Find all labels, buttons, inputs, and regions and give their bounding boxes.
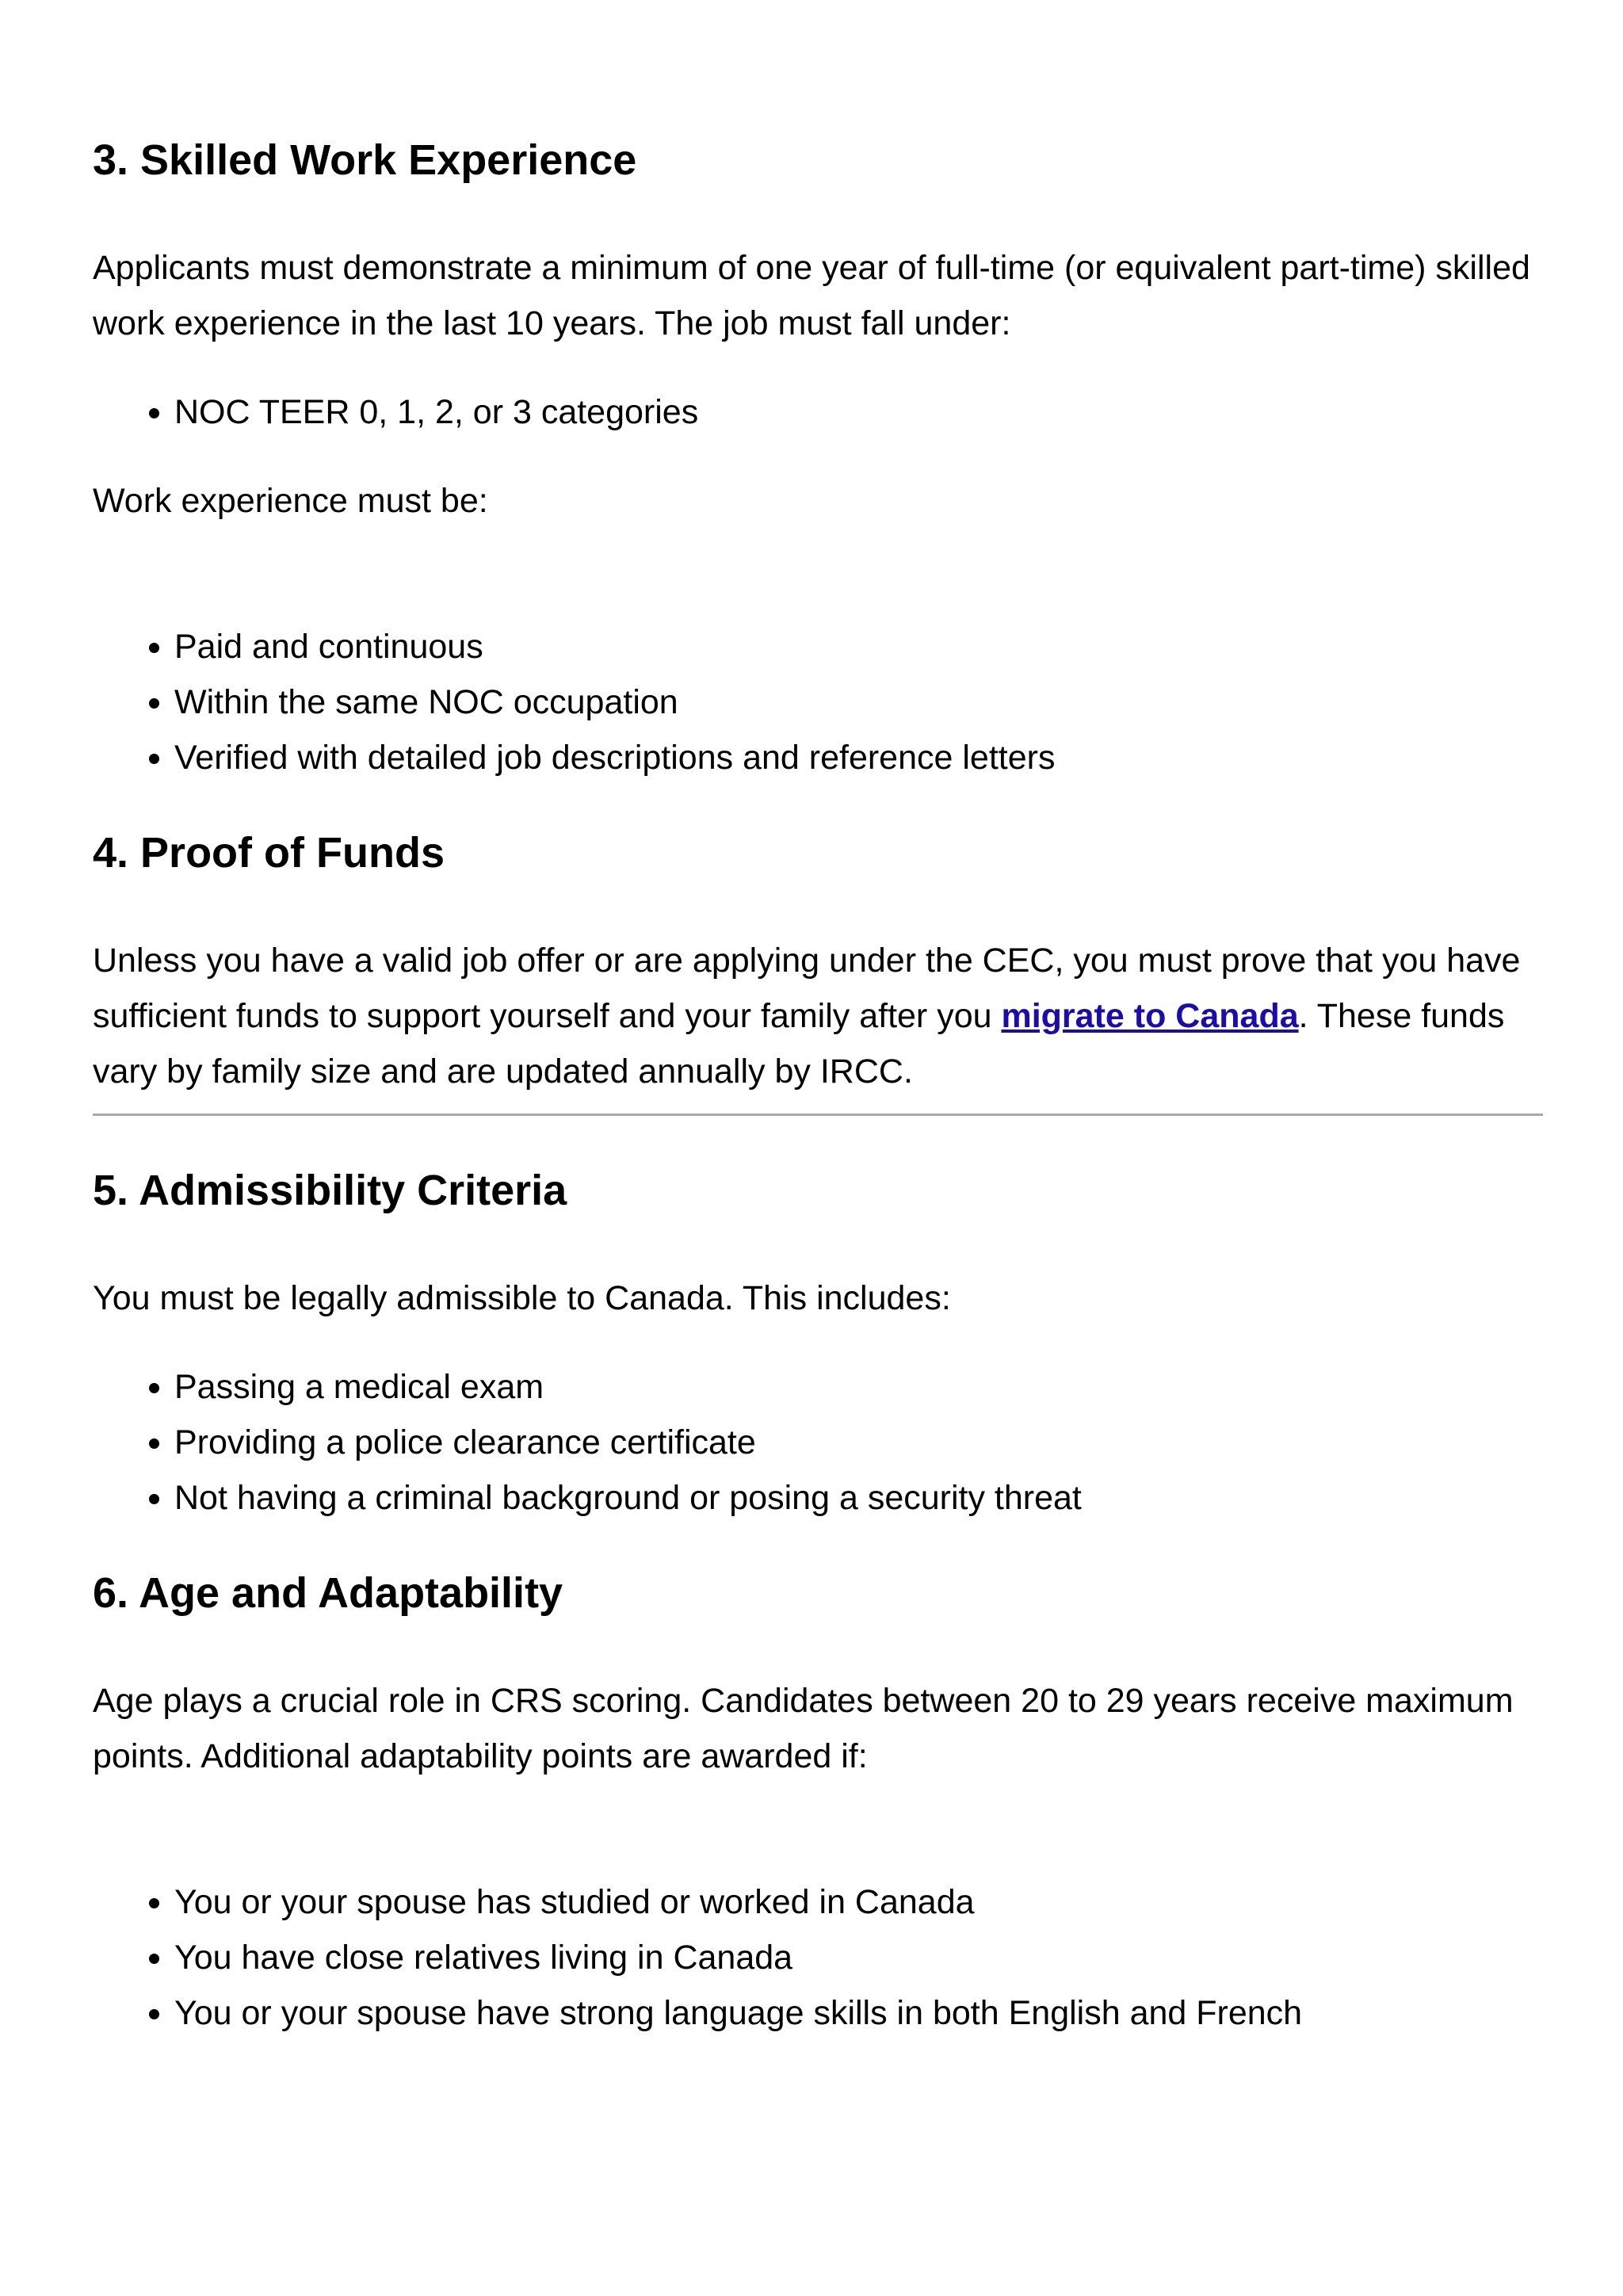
list-item: • Not having a criminal background or posing a security threat: [174, 1470, 1543, 1526]
list-item: • You have close relatives living in Canada: [174, 1930, 1543, 1985]
proof-of-funds-text-after-link: . These funds vary by family size and are updated annually by IRCC.: [93, 997, 1505, 1091]
article-content: [93, 135, 1543, 2041]
paragraph-admissibility-intro: You must be legally admissible to Canada. This includes:: [93, 1279, 951, 1317]
section-heading-admissibility: 5. Admissibility Criteria: [93, 1167, 567, 1214]
list-item: • NOC TEER 0, 1, 2, or 3 categories: [174, 384, 1543, 440]
proof-of-funds-text-before-link: Unless you have a valid job offer or are applying under the CEC, you must prove that you have sufficient funds to support yourself and your family after you: [93, 942, 1521, 1035]
list-noc-categories: [93, 384, 1543, 440]
list-item: • Passing a medical exam: [174, 1359, 1543, 1415]
list-item: • Within the same NOC occupation: [174, 674, 1543, 730]
list-item: • Paid and continuous: [174, 619, 1543, 674]
paragraph-proof-of-funds: [93, 933, 1543, 1099]
list-admissibility-requirements: [93, 1359, 1543, 1526]
section-heading-age-adaptability: 6. Age and Adaptability: [93, 1569, 563, 1617]
list-item: • You or your spouse has studied or worked in Canada: [174, 1874, 1543, 1930]
list-work-experience-requirements: [93, 619, 1543, 785]
paragraph-age-adaptability-intro: Age plays a crucial role in CRS scoring. Candidates between 20 to 29 years receive maximum points. Additional adaptability points are awarded if:: [93, 1682, 1514, 1775]
section-heading-skilled-work: 3. Skilled Work Experience: [93, 136, 637, 184]
list-adaptability-points: [93, 1874, 1543, 2041]
paragraph-skilled-work-intro: Applicants must demonstrate a minimum of one year of full-time (or equivalent part-time) skilled work experience in the last 10 years. The job must fall under:: [93, 249, 1530, 342]
section-heading-proof-of-funds: 4. Proof of Funds: [93, 829, 445, 877]
migrate-to-canada-link[interactable]: migrate to Canada: [1001, 997, 1299, 1035]
paragraph-work-experience-must: Work experience must be:: [93, 482, 488, 520]
list-item: • Providing a police clearance certificate: [174, 1415, 1543, 1470]
list-item: • Verified with detailed job descriptions and reference letters: [174, 730, 1543, 785]
list-item: • You or your spouse have strong language skills in both English and French: [174, 1985, 1543, 2041]
